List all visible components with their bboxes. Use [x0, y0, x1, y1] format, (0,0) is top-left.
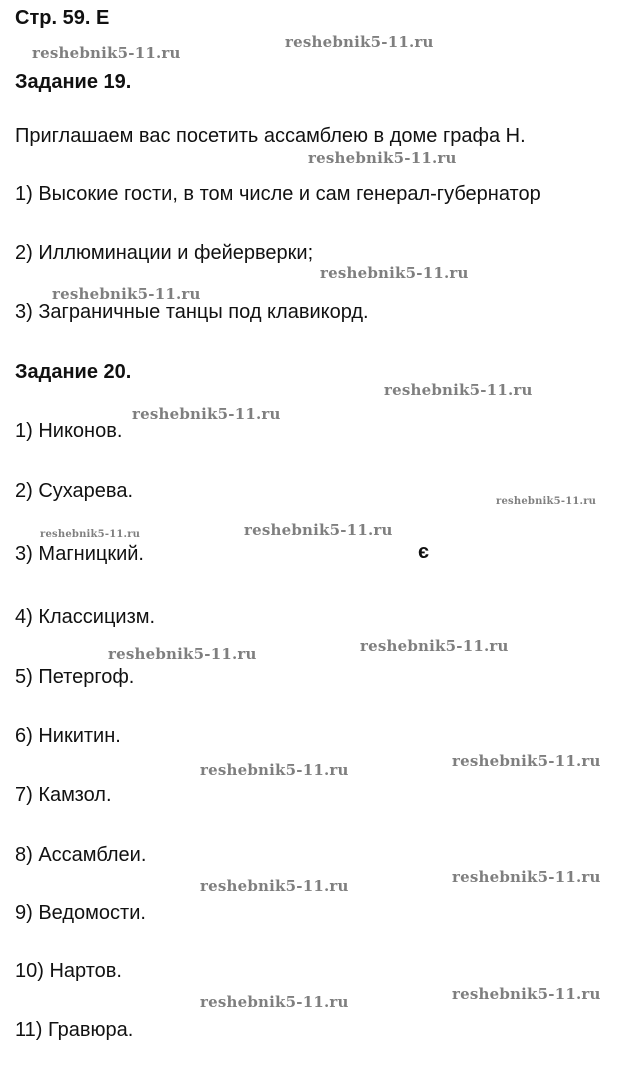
task-20-item-10: 10) Нартов. [15, 960, 122, 982]
watermark: reshebnik5-11.ru [285, 33, 434, 51]
task-20-item-1: 1) Никонов. [15, 420, 123, 442]
page-ref-text: Стр. 59. [15, 7, 91, 29]
task-20-item-2: 2) Сухарева. [15, 480, 134, 502]
watermark: reshebnik5-11.ru [244, 521, 393, 539]
watermark: reshebnik5-11.ru [496, 496, 597, 507]
task-20-item-11: 11) Гравюра. [15, 1019, 134, 1041]
watermark: reshebnik5-11.ru [32, 44, 181, 62]
watermark: reshebnik5-11.ru [308, 149, 457, 167]
watermark: reshebnik5-11.ru [360, 637, 509, 655]
watermark: reshebnik5-11.ru [452, 985, 601, 1003]
stray-mark: є [418, 541, 430, 563]
watermark: reshebnik5-11.ru [200, 993, 349, 1011]
page-reference [15, 6, 109, 30]
watermark: reshebnik5-11.ru [452, 868, 601, 886]
watermark: reshebnik5-11.ru [452, 752, 601, 770]
task-19-item-1: 1) Высокие гости, в том числе и сам генерал-губернатор [15, 183, 541, 205]
watermark: reshebnik5-11.ru [108, 645, 257, 663]
task-20-item-8: 8) Ассамблеи. [15, 844, 147, 866]
task-20-item-4: 4) Классицизм. [15, 606, 156, 628]
task-20-item-6: 6) Никитин. [15, 725, 121, 747]
task-20-item-9: 9) Ведомости. [15, 902, 146, 924]
task-19-item-3: 3) Заграничные танцы под клавикорд. [15, 301, 369, 323]
task-19-title: Задание 19. [15, 71, 132, 93]
task-19-intro: Приглашаем вас посетить ассамблею в доме графа Н. [15, 125, 526, 147]
watermark: reshebnik5-11.ru [320, 264, 469, 282]
task-20-item-3: 3) Магницкий. [15, 543, 144, 565]
watermark: reshebnik5-11.ru [132, 405, 281, 423]
watermark: reshebnik5-11.ru [200, 877, 349, 895]
watermark: reshebnik5-11.ru [200, 761, 349, 779]
watermark: reshebnik5-11.ru [40, 529, 141, 540]
watermark: reshebnik5-11.ru [52, 285, 201, 303]
task-20-title: Задание 20. [15, 361, 132, 383]
task-19-item-2: 2) Иллюминации и фейерверки; [15, 242, 314, 264]
task-20-item-5: 5) Петергоф. [15, 666, 135, 688]
task-20-item-7: 7) Камзол. [15, 784, 112, 806]
watermark: reshebnik5-11.ru [384, 381, 533, 399]
page-ref-mark: Е [95, 7, 110, 29]
